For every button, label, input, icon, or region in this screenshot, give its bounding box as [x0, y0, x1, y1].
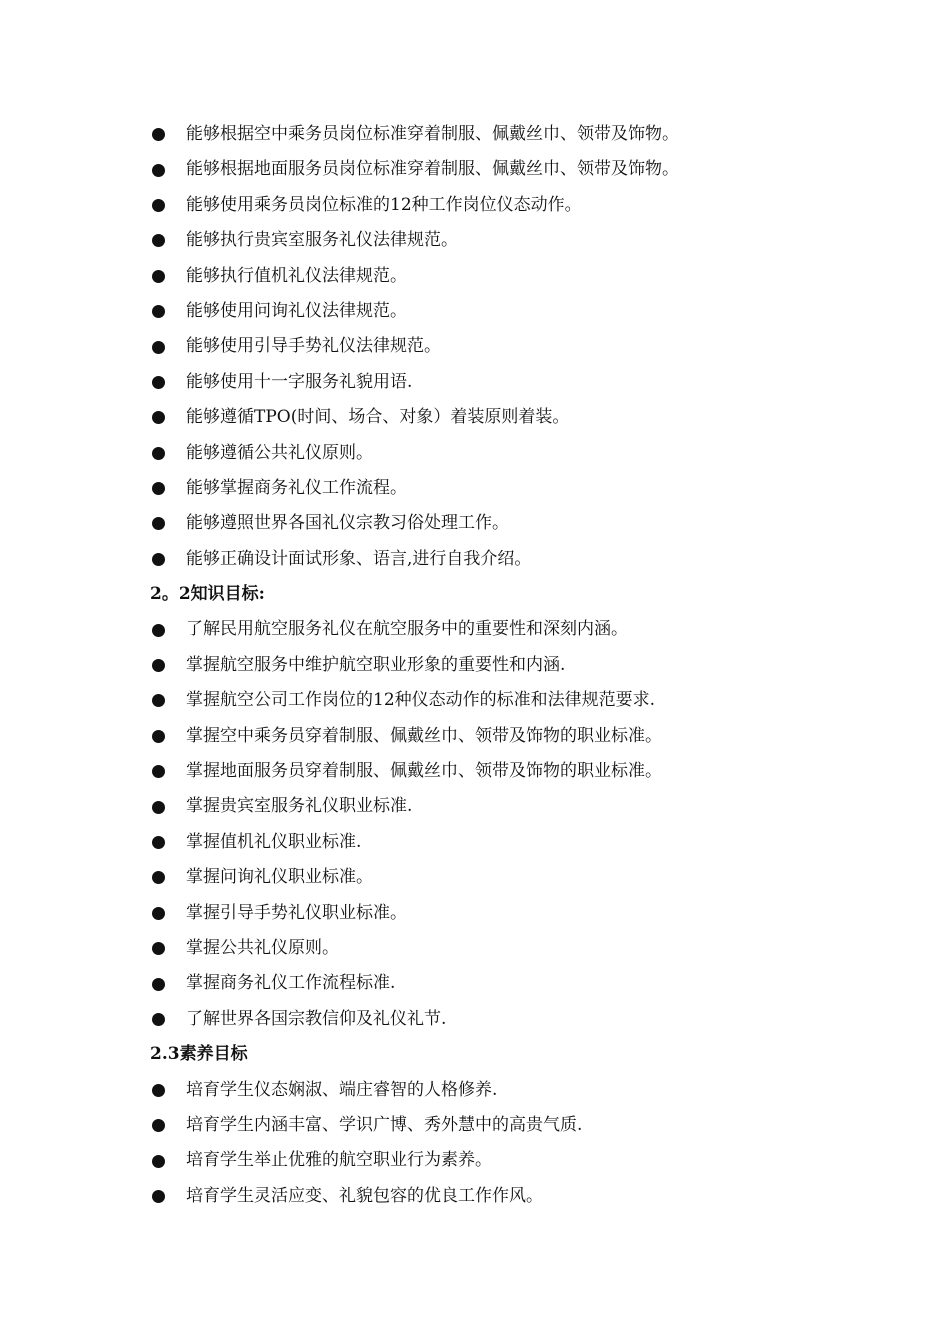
list-item	[0, 294, 950, 329]
bullet-icon	[152, 942, 165, 955]
bullet-icon	[152, 694, 165, 707]
list-item-text: 培育学生内涵丰富、学识广博、秀外慧中的高贵气质.	[186, 1114, 583, 1135]
list-item	[0, 188, 950, 223]
list-item-text: 掌握空中乘务员穿着制服、佩戴丝巾、领带及饰物的职业标准。	[186, 725, 662, 746]
bullet-icon	[152, 730, 165, 743]
bullet-icon	[152, 871, 165, 884]
list-item	[0, 719, 950, 754]
list-item	[0, 825, 950, 860]
list-item	[0, 612, 950, 647]
list-item-text: 能够正确设计面试形象、语言,进行自我介绍。	[186, 548, 532, 569]
list-item-text: 能够使用引导手势礼仪法律规范。	[186, 336, 441, 357]
bullet-icon	[152, 199, 165, 212]
list-item	[0, 1179, 950, 1214]
list-item	[0, 966, 950, 1001]
list-item	[0, 1108, 950, 1143]
list-item-text: 了解民用航空服务礼仪在航空服务中的重要性和深刻内涵。	[186, 619, 628, 640]
list-item	[0, 860, 950, 895]
list-item-text: 能够执行贵宾室服务礼仪法律规范。	[186, 230, 458, 251]
list-item	[0, 1073, 950, 1108]
bullet-icon	[152, 801, 165, 814]
bullet-icon	[152, 447, 165, 460]
list-item-text: 掌握贵宾室服务礼仪职业标准.	[186, 796, 413, 817]
list-item	[0, 365, 950, 400]
list-item-text: 能够遵循公共礼仪原则。	[186, 442, 373, 463]
list-item	[0, 506, 950, 541]
list-item	[0, 1002, 950, 1037]
bullet-icon	[152, 376, 165, 389]
bullet-icon	[152, 907, 165, 920]
bullet-icon	[152, 411, 165, 424]
list-item-text: 掌握航空公司工作岗位的12种仪态动作的标准和法律规范要求.	[186, 690, 656, 711]
list-item	[0, 152, 950, 187]
list-item-text: 培育学生举止优雅的航空职业行为素养。	[186, 1150, 492, 1171]
list-item-text: 能够遵照世界各国礼仪宗教习俗处理工作。	[186, 513, 509, 534]
list-item	[0, 789, 950, 824]
knowledge-heading: 2。2知识目标:	[150, 584, 265, 605]
bullet-icon	[152, 305, 165, 318]
bullet-icon	[152, 836, 165, 849]
bullet-icon	[152, 553, 165, 566]
list-item	[0, 1143, 950, 1178]
list-item-text: 能够使用乘务员岗位标准的12种工作岗位仪态动作。	[186, 194, 582, 215]
bullet-icon	[152, 765, 165, 778]
list-item	[0, 223, 950, 258]
list-item-text: 掌握航空服务中维护航空职业形象的重要性和内涵.	[186, 654, 566, 675]
bullet-icon	[152, 1155, 165, 1168]
bullet-icon	[152, 978, 165, 991]
list-item	[0, 436, 950, 471]
bullet-icon	[152, 517, 165, 530]
list-item-text: 能够执行值机礼仪法律规范。	[186, 265, 407, 286]
list-item	[0, 471, 950, 506]
list-item	[0, 896, 950, 931]
bullet-icon	[152, 482, 165, 495]
list-item	[0, 648, 950, 683]
list-item-text: 掌握值机礼仪职业标准.	[186, 831, 362, 852]
list-item-text: 掌握商务礼仪工作流程标准.	[186, 973, 396, 994]
list-item	[0, 683, 950, 718]
list-item-text: 掌握引导手势礼仪职业标准。	[186, 902, 407, 923]
list-item-text: 培育学生仪态娴淑、端庄睿智的人格修养.	[186, 1079, 498, 1100]
list-item-text: 能够根据地面服务员岗位标准穿着制服、佩戴丝巾、领带及饰物。	[186, 159, 679, 180]
list-item-text: 能够使用十一字服务礼貌用语.	[186, 371, 413, 392]
list-item-text: 掌握地面服务员穿着制服、佩戴丝巾、领带及饰物的职业标准。	[186, 761, 662, 782]
list-item	[0, 542, 950, 577]
list-item-text: 掌握问询礼仪职业标准。	[186, 867, 373, 888]
list-item	[0, 754, 950, 789]
document-page	[0, 117, 950, 1214]
bullet-icon	[152, 1119, 165, 1132]
bullet-icon	[152, 164, 165, 177]
list-item	[0, 931, 950, 966]
list-item	[0, 400, 950, 435]
bullet-icon	[152, 234, 165, 247]
skills-list	[0, 117, 950, 577]
list-item-text: 了解世界各国宗教信仰及礼仪礼节.	[186, 1008, 447, 1029]
list-item	[0, 117, 950, 152]
list-item	[0, 329, 950, 364]
list-item-text: 能够根据空中乘务员岗位标准穿着制服、佩戴丝巾、领带及饰物。	[186, 124, 679, 144]
list-item	[0, 259, 950, 294]
list-item-text: 能够掌握商务礼仪工作流程。	[186, 477, 407, 498]
bullet-icon	[152, 1190, 165, 1203]
bullet-icon	[152, 1013, 165, 1026]
list-item-text: 培育学生灵活应变、礼貌包容的优良工作作风。	[186, 1185, 543, 1206]
list-item-text: 能够遵循TPO(时间、场合、对象）着装原则着装。	[186, 407, 570, 428]
bullet-icon	[152, 270, 165, 283]
bullet-icon	[152, 624, 165, 637]
bullet-icon	[152, 659, 165, 672]
bullet-icon	[152, 341, 165, 354]
list-item-text: 能够使用问询礼仪法律规范。	[186, 300, 407, 321]
literacy-list	[0, 1073, 950, 1215]
bullet-icon	[152, 128, 165, 141]
list-item-text: 掌握公共礼仪原则。	[186, 937, 339, 958]
knowledge-list	[0, 612, 950, 1037]
literacy-heading: 2.3素养目标	[150, 1044, 248, 1065]
bullet-icon	[152, 1084, 165, 1097]
